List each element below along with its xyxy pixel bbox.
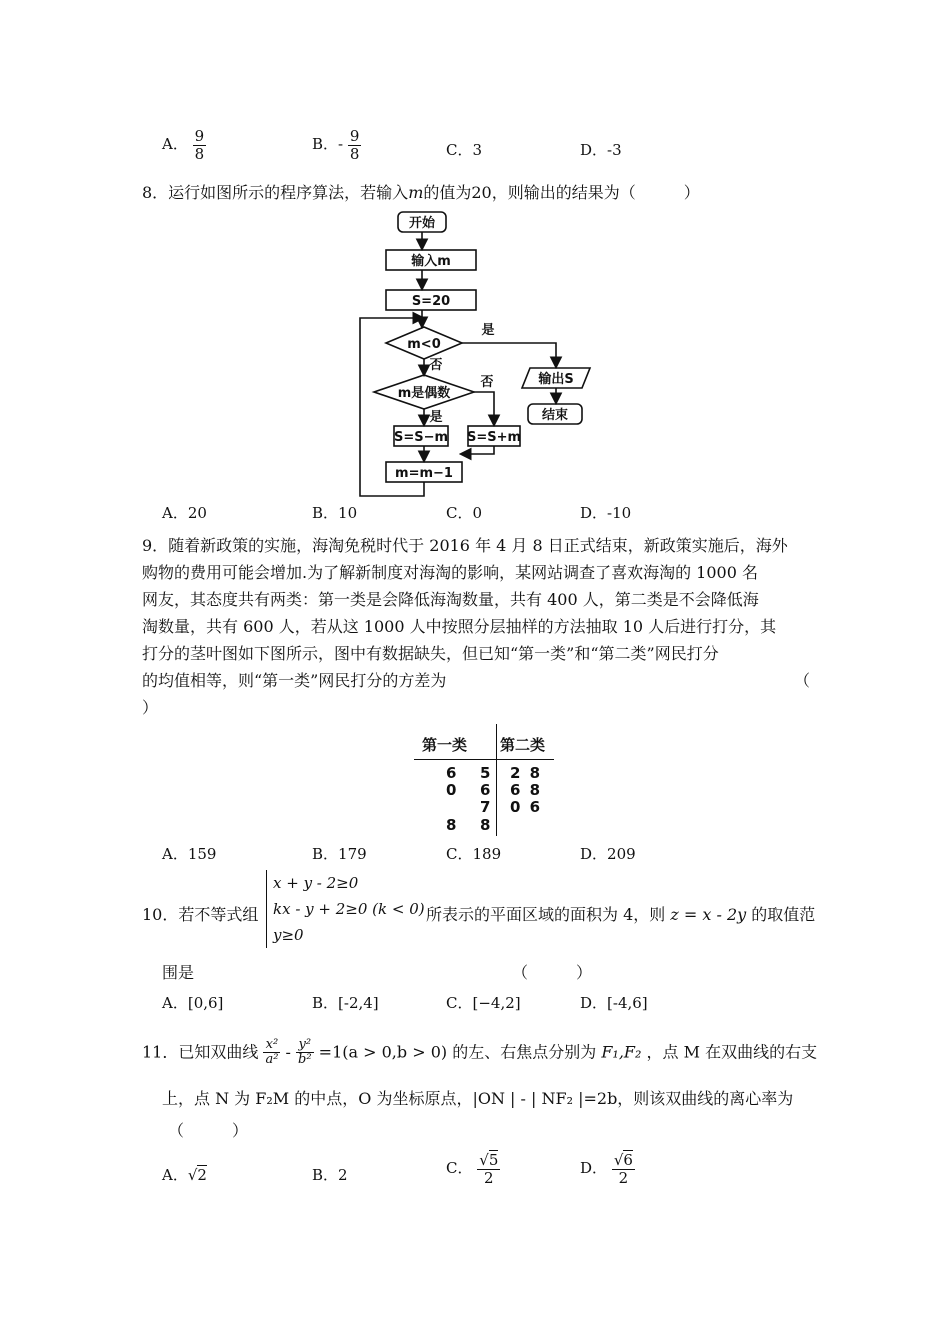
flow-yes-label-2: 是 bbox=[429, 410, 443, 425]
flow-cond2-text: m是偶数 bbox=[397, 386, 451, 401]
q8-option-a: A．20 bbox=[162, 504, 207, 522]
stem-leaf-right-header: 第二类 bbox=[500, 736, 546, 754]
q9-option-a: A．159 bbox=[162, 845, 217, 863]
flow-assign1-text: S=S−m bbox=[393, 430, 449, 445]
q9-line-6: 的均值相等，则“第一类”网民打分的方差为 （ bbox=[142, 671, 810, 690]
q9-paren-close: ） bbox=[142, 698, 159, 717]
leaf-left: 6 bbox=[446, 764, 457, 782]
stem-leaf-left-header: 第一类 bbox=[422, 736, 468, 754]
flow-output-text: 输出S bbox=[538, 372, 574, 387]
q8-option-d: D．-10 bbox=[580, 504, 632, 522]
flow-input-text: 输入m bbox=[411, 254, 451, 269]
q11-option-b: B．2 bbox=[312, 1166, 348, 1184]
q11-line3: （ ） bbox=[168, 1121, 249, 1140]
q10-prefix: 10．若不等式组 bbox=[142, 905, 259, 924]
q9-line-3: 网友，其态度共有两类：第一类是会降低海淘数量，共有 400 人，第二类是不会降低海 bbox=[142, 590, 759, 609]
stem: 5 bbox=[480, 764, 491, 782]
q11-line1: 11．已知双曲线 $\frac{\text{x²}}{\text{a²}}$ - $\frac{\text{y²}}{\text{b²}}$ =1(a > 0,b > 0) 的左、右焦点分别为 F₁,F₂ ，点 M 在双曲线的右支 bbox=[142, 1037, 818, 1068]
q7-option-b: B．- $\frac{9}{8}$ bbox=[312, 127, 360, 163]
q10-option-a: A．[0,6] bbox=[162, 994, 224, 1012]
q11-option-d: D． $\frac{√6}{2}$ bbox=[580, 1151, 633, 1187]
leaf-left: 0 bbox=[446, 781, 457, 799]
q7-option-c: C．3 bbox=[446, 141, 483, 159]
leaf-left: 8 bbox=[446, 816, 457, 834]
q10-option-c: C．[−4,2] bbox=[446, 994, 521, 1012]
flow-end-text: 结束 bbox=[541, 408, 569, 423]
q7-option-a: A． $\frac{9}{8}$ bbox=[162, 127, 205, 163]
flow-start-text: 开始 bbox=[408, 216, 436, 231]
q10-inequality-system: x + y - 2≥0 kx - y + 2≥0 (k < 0) y≥0 bbox=[266, 870, 425, 948]
flowchart bbox=[350, 206, 610, 498]
q9-line-2: 购物的费用可能会增加.为了解新制度对海淘的影响，某网站调查了喜欢海淘的 1000 名 bbox=[142, 563, 758, 582]
flow-yes-label-1: 是 bbox=[481, 323, 495, 338]
q9-option-b: B．179 bbox=[312, 845, 367, 863]
q10-line2: 围是 bbox=[162, 963, 195, 982]
flow-dec-text: m=m−1 bbox=[395, 466, 453, 481]
leaf-right: 2 8 bbox=[510, 764, 541, 782]
flow-no-label-2: 否 bbox=[480, 375, 494, 390]
q9-option-c: C．189 bbox=[446, 845, 502, 863]
q10-option-b: B．[-2,4] bbox=[312, 994, 379, 1012]
flow-init-text: S=20 bbox=[411, 294, 451, 309]
stem: 6 bbox=[480, 781, 491, 799]
q9-line-1: 9．随着新政策的实施，海淘免税时代于 2016 年 4 月 8 日正式结束，新政策实施后，海外 bbox=[142, 536, 788, 555]
leaf-right: 6 8 bbox=[510, 781, 541, 799]
q8-option-c: C．0 bbox=[446, 504, 483, 522]
q11-line2: 上，点 N 为 F₂M 的中点，O 为坐标原点，|ON | - | NF₂ |=2b，则该双曲线的离心率为 bbox=[162, 1089, 794, 1108]
q10-paren: （ ） bbox=[512, 963, 593, 982]
flow-no-label-1: 否 bbox=[429, 358, 443, 373]
flow-assign2-text: S=S+m bbox=[466, 430, 522, 445]
q9-line-5: 打分的茎叶图如下图所示，图中有数据缺失，但已知“第一类”和“第二类”网民打分 bbox=[142, 644, 719, 663]
q7-option-d: D．-3 bbox=[580, 141, 622, 159]
stem: 7 bbox=[480, 798, 491, 816]
q8-stem: 8．运行如图所示的程序算法，若输入m的值为20，则输出的结果为（ ） bbox=[142, 183, 700, 202]
q9-line-4: 淘数量，共有 600 人，若从这 1000 人中按照分层抽样的方法抽取 10 人后进行打分，其 bbox=[142, 617, 777, 636]
q9-option-d: D．209 bbox=[580, 845, 636, 863]
stem: 8 bbox=[480, 816, 491, 834]
q10-suffix: 所表示的平面区域的面积为 4，则 z = x - 2y 的取值范 bbox=[426, 905, 816, 924]
q11-frac-y: $\frac{\text{y²}}{\text{b²}}$ bbox=[298, 1037, 312, 1068]
q11-option-a: A．√2 bbox=[162, 1166, 207, 1184]
flow-cond1-text: m<0 bbox=[407, 337, 441, 352]
stem-leaf-plot bbox=[414, 724, 554, 836]
q11-option-c: C． $\frac{√5}{2}$ bbox=[446, 1151, 499, 1187]
q10-option-d: D．[-4,6] bbox=[580, 994, 648, 1012]
q11-frac-x: $\frac{\text{x²}}{\text{a²}}$ bbox=[265, 1037, 279, 1068]
leaf-right: 0 6 bbox=[510, 798, 541, 816]
q9-stem bbox=[142, 532, 810, 721]
q8-option-b: B．10 bbox=[312, 504, 358, 522]
